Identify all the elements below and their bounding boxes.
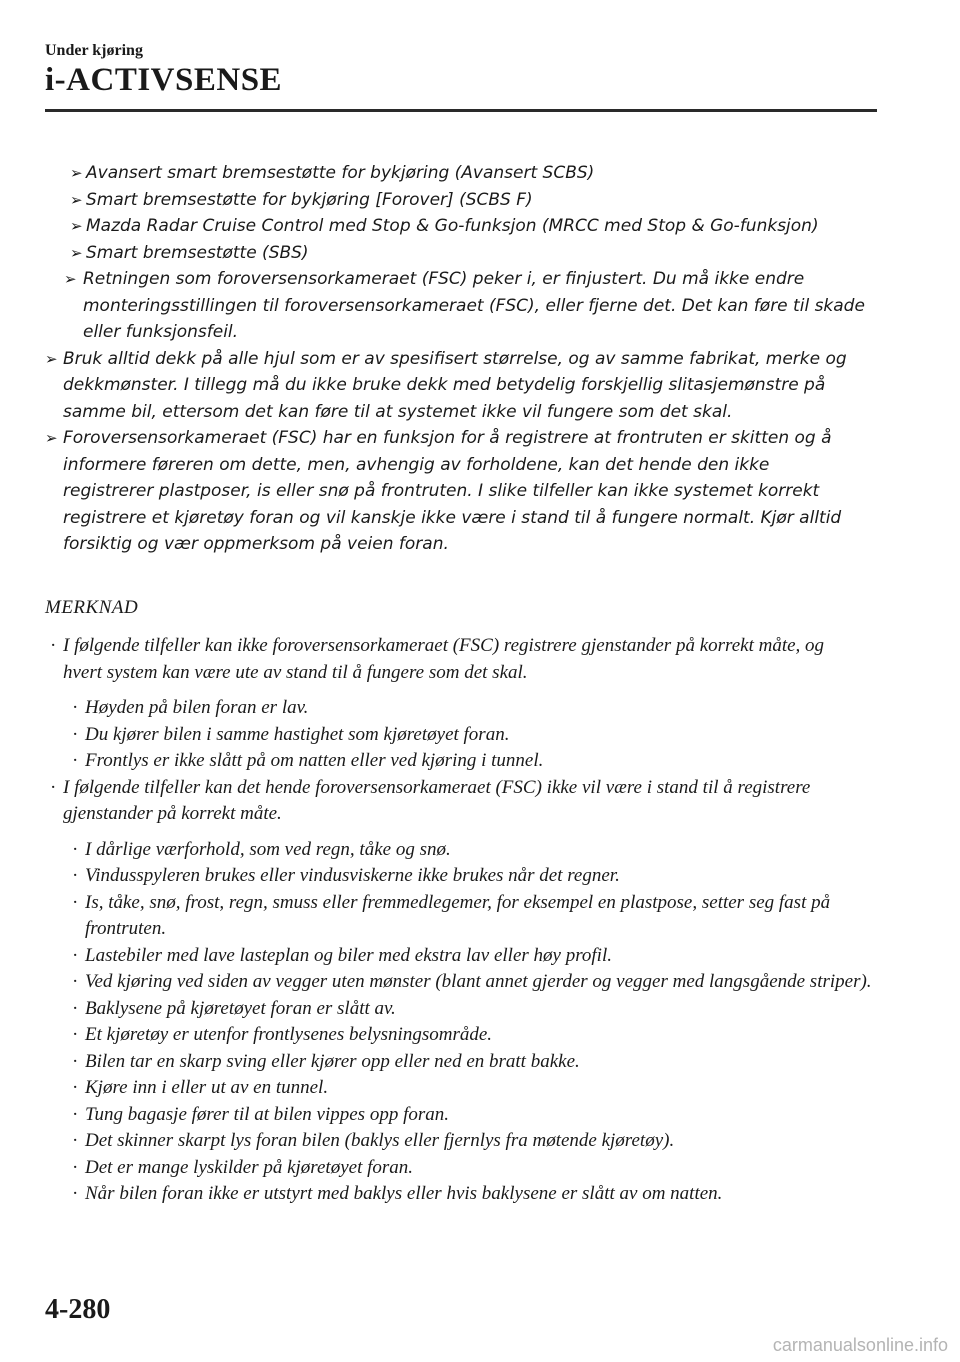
note-subitem: · Is, tåke, snø, frost, regn, smuss eller fremmedlegemer, for eksempel en plastpose, setter seg fast på frontruten. bbox=[72, 891, 831, 939]
bullet-dot-icon: · bbox=[72, 1130, 79, 1151]
note-subitem: · Ved kjøring ved siden av vegger uten mønster (blant annet gjerder og vegger med langsgående striper). bbox=[0, 969, 960, 996]
section-label: Under kjøring bbox=[45, 42, 143, 59]
bullet-dot-icon: · bbox=[72, 891, 79, 913]
caution-item: ➢ Smart bremsestøtte (SBS) bbox=[0, 240, 960, 267]
bullet-dot-icon: · bbox=[50, 635, 57, 656]
note-subitem: · Du kjører bilen i samme hastighet som kjøretøyet foran. bbox=[0, 722, 960, 749]
bullet-dot-icon: · bbox=[72, 1156, 79, 1178]
watermark: carmanualsonline.info bbox=[772, 1335, 948, 1355]
bullet-dot-icon: · bbox=[72, 865, 79, 886]
note-subitem: · Vindusspyleren brukes eller vindusviskerne ikke brukes når det regner. bbox=[0, 863, 960, 890]
caution-item: ➢ Mazda Radar Cruise Control med Stop & Go-funksjon (MRCC med Stop & Go-funksjon) bbox=[0, 213, 960, 240]
arrow-bullet-icon: ➢ bbox=[70, 190, 83, 209]
bullet-dot-icon: · bbox=[50, 776, 57, 798]
note-subitem: · Frontlys er ikke slått på om natten eller ved kjøring i tunnel. bbox=[0, 748, 960, 775]
bullet-dot-icon: · bbox=[72, 750, 79, 771]
bullet-dot-icon: · bbox=[72, 944, 79, 966]
note-subitem: · Tung bagasje fører til at bilen vippes opp foran. bbox=[0, 1102, 960, 1129]
note-item: · I følgende tilfeller kan ikke foroversensorkameraet (FSC) registrere gjenstander på korrekt måte, og hvert system kan være ute av stand til å fungere som det skal. bbox=[50, 635, 825, 683]
bullet-dot-icon: · bbox=[72, 1103, 79, 1125]
caution-item: ➢ Retningen som foroversensorkameraet (FSC) peker i, er finjustert. Du må ikke endre monteringsstillingen til foroversensorkameraet (FSC), eller fjerne det. Det kan føre til skade eller funksjonsfeil. bbox=[0, 266, 960, 346]
header-divider bbox=[45, 109, 877, 112]
caution-item: ➢ Bruk alltid dekk på alle hjul som er av spesifisert størrelse, og av samme fabrikat, merke og dekkmønster. I tillegg må du ikke bruke dekk med betydelig forskjellig slitasjemønstre på samme bil, ettersom det kan føre til at systemet ikke vil fungere som det skal. bbox=[0, 346, 960, 426]
bullet-dot-icon: · bbox=[72, 838, 79, 860]
bullet-dot-icon: · bbox=[72, 1024, 79, 1045]
note-subitem: · Det er mange lyskilder på kjøretøyet foran. bbox=[0, 1155, 960, 1182]
bullet-dot-icon: · bbox=[72, 971, 79, 992]
caution-item: ➢ Avansert smart bremsestøtte for bykjøring (Avansert SCBS) bbox=[0, 160, 960, 187]
note-subitem: · Lastebiler med lave lasteplan og biler med ekstra lav eller høy profil. bbox=[0, 943, 960, 970]
arrow-bullet-icon: ➢ bbox=[45, 429, 58, 447]
note-item: · I følgende tilfeller kan det hende foroversensorkameraet (FSC) ikke vil være i stand til å registrere gjenstander på korrekt måte. bbox=[50, 776, 811, 824]
bullet-dot-icon: · bbox=[72, 1183, 79, 1204]
note-subitem: · I dårlige værforhold, som ved regn, tåke og snø. bbox=[0, 837, 960, 864]
arrow-bullet-icon: ➢ bbox=[70, 217, 83, 235]
note-heading: MERKNAD bbox=[45, 597, 139, 618]
bullet-dot-icon: · bbox=[72, 697, 79, 718]
bullet-dot-icon: · bbox=[72, 1077, 79, 1098]
page-title: i-ACTIVSENSE bbox=[45, 62, 283, 98]
bullet-dot-icon: · bbox=[72, 997, 79, 1019]
bullet-dot-icon: · bbox=[72, 1050, 79, 1072]
arrow-bullet-icon: ➢ bbox=[64, 270, 77, 288]
note-subitem: · Kjøre inn i eller ut av en tunnel. bbox=[0, 1075, 960, 1102]
note-subitem: · Bilen tar en skarp sving eller kjører opp eller ned en bratt bakke. bbox=[0, 1049, 960, 1076]
caution-list bbox=[0, 160, 960, 558]
note-subitem: · Et kjøretøy er utenfor frontlysenes belysningsområde. bbox=[0, 1022, 960, 1049]
caution-item: ➢ Smart bremsestøtte for bykjøring [Forover] (SCBS F) bbox=[0, 187, 960, 214]
note-list bbox=[0, 633, 960, 1208]
note-subitem: · Høyden på bilen foran er lav. bbox=[0, 695, 960, 722]
page-number: 4-280 bbox=[45, 1294, 111, 1325]
arrow-bullet-icon: ➢ bbox=[70, 243, 83, 262]
bullet-dot-icon: · bbox=[72, 723, 79, 745]
note-subitem: · Når bilen foran ikke er utstyrt med baklys eller hvis baklysene er slått av om natten. bbox=[0, 1181, 960, 1208]
note-subitem: · Baklysene på kjøretøyet foran er slått av. bbox=[0, 996, 960, 1023]
caution-item: ➢ Foroversensorkameraet (FSC) har en funksjon for å registrere at frontruten er skitten og å informere føreren om dette, men, avhengig av forholdene, kan det hende den ikke registrerer plastposer, is eller snø på frontruten. I slike tilfeller kan ikke systemet korrekt registrere et kjøretøy foran og vil kanskje ikke være i stand til å fungere normalt. Kjør alltid forsiktig og vær oppmerksom på veien foran. bbox=[0, 425, 960, 558]
arrow-bullet-icon: ➢ bbox=[70, 164, 83, 182]
note-subitem: · Det skinner skarpt lys foran bilen (baklys eller fjernlys fra møtende kjøretøy). bbox=[0, 1128, 960, 1155]
arrow-bullet-icon: ➢ bbox=[45, 349, 58, 368]
